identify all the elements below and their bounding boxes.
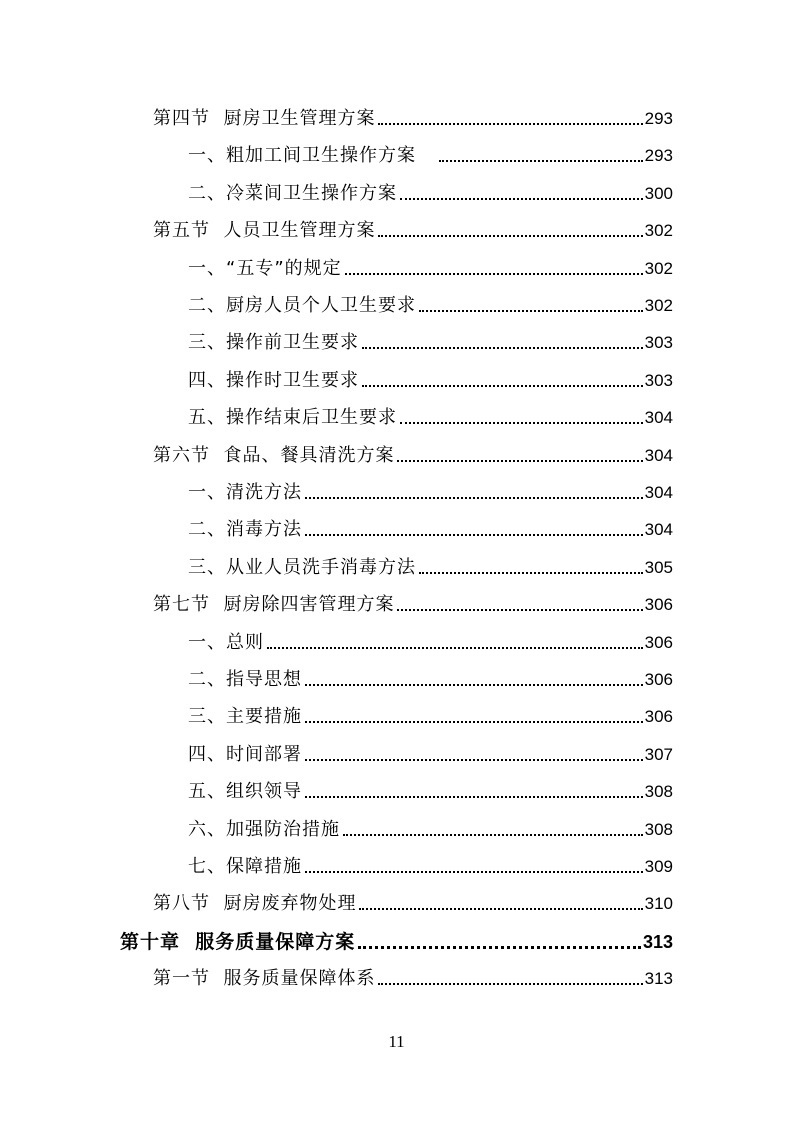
toc-entry-label: 一、“五专”的规定 — [188, 258, 342, 279]
toc-subsection-entry[interactable] — [188, 848, 673, 878]
toc-dot-leader — [378, 123, 642, 125]
toc-entry-page-number: 300 — [644, 184, 673, 203]
toc-entry-label: 二、厨房人员个人卫生要求 — [188, 295, 416, 316]
toc-dot-leader — [305, 871, 643, 873]
toc-subsection-entry[interactable] — [188, 811, 673, 841]
toc-entry-page-number: 306 — [644, 707, 673, 726]
page-number: 11 — [388, 1032, 405, 1051]
toc-entry-label: 第十章 服务质量保障方案 — [120, 931, 356, 953]
toc-section-entry[interactable] — [153, 437, 673, 467]
toc-entry-page-number: 303 — [644, 371, 673, 390]
toc-entry-page-number: 304 — [644, 520, 673, 539]
toc-entry-page-number: 313 — [644, 969, 673, 988]
toc-entry-label: 第一节 服务质量保障体系 — [153, 968, 376, 989]
toc-section-entry[interactable] — [153, 586, 673, 616]
toc-subsection-entry[interactable] — [188, 511, 673, 541]
toc-dot-leader — [343, 834, 643, 836]
toc-entry-label: 六、加强防治措施 — [188, 819, 340, 840]
toc-entry-page-number: 310 — [644, 894, 673, 913]
toc-entry-label: 二、冷菜间卫生操作方案 — [188, 183, 397, 204]
toc-dot-leader — [305, 497, 643, 499]
toc-subsection-entry[interactable] — [188, 773, 673, 803]
toc-subsection-entry[interactable] — [188, 474, 673, 504]
toc-chapter-entry[interactable] — [120, 923, 673, 953]
toc-dot-leader — [419, 572, 643, 574]
toc-entry-label: 一、粗加工间卫生操作方案 — [188, 145, 437, 166]
toc-entry-label: 五、组织领导 — [188, 781, 302, 802]
toc-entry-label: 四、操作时卫生要求 — [188, 370, 359, 391]
toc-subsection-entry[interactable] — [188, 661, 673, 691]
toc-entry-page-number: 306 — [644, 633, 673, 652]
toc-entry-page-number: 313 — [642, 932, 673, 952]
toc-entry-label: 第五节 人员卫生管理方案 — [153, 220, 376, 241]
toc-entry-page-number: 304 — [644, 446, 673, 465]
toc-subsection-entry[interactable] — [188, 175, 673, 205]
toc-dot-leader — [397, 460, 642, 462]
toc-subsection-entry[interactable] — [188, 324, 673, 354]
toc-section-entry[interactable] — [153, 885, 673, 915]
toc-entry-page-number: 308 — [644, 820, 673, 839]
toc-entry-label: 五、操作结束后卫生要求 — [188, 407, 397, 428]
toc-entry-page-number: 302 — [644, 221, 673, 240]
toc-entry-page-number: 293 — [644, 109, 673, 128]
toc-entry-page-number: 309 — [644, 857, 673, 876]
toc-subsection-entry[interactable] — [188, 549, 673, 579]
toc-entry-page-number: 302 — [644, 296, 673, 315]
toc-dot-leader — [419, 310, 643, 312]
toc-entry-label: 三、主要措施 — [188, 706, 302, 727]
toc-entry-page-number: 303 — [644, 333, 673, 352]
toc-dot-leader — [359, 908, 642, 910]
toc-dot-leader — [305, 721, 643, 723]
toc-entry-page-number: 305 — [644, 558, 673, 577]
toc-dot-leader — [400, 198, 643, 200]
toc-dot-leader — [400, 422, 643, 424]
toc-dot-leader — [267, 647, 643, 649]
toc-subsection-entry[interactable] — [188, 624, 673, 654]
toc-subsection-entry[interactable] — [188, 698, 673, 728]
toc-dot-leader — [305, 534, 643, 536]
toc-entry-label: 二、指导思想 — [188, 669, 302, 690]
toc-subsection-entry[interactable] — [188, 250, 673, 280]
toc-subsection-entry[interactable] — [188, 137, 673, 167]
toc-subsection-entry[interactable] — [188, 399, 673, 429]
toc-entry-page-number: 304 — [644, 483, 673, 502]
toc-entry-label: 二、消毒方法 — [188, 519, 302, 540]
toc-entry-page-number: 304 — [644, 408, 673, 427]
toc-dot-leader — [439, 160, 642, 162]
toc-dot-leader — [305, 796, 643, 798]
toc-dot-leader — [378, 235, 642, 237]
toc-entry-label: 三、操作前卫生要求 — [188, 332, 359, 353]
toc-section-entry[interactable] — [153, 100, 673, 130]
toc-entry-label: 第六节 食品、餐具清洗方案 — [153, 445, 395, 466]
toc-entry-label: 四、时间部署 — [188, 744, 302, 765]
toc-dot-leader — [305, 759, 643, 761]
toc-entry-label: 三、从业人员洗手消毒方法 — [188, 557, 416, 578]
toc-dot-leader — [358, 946, 641, 949]
toc-entry-label: 一、清洗方法 — [188, 482, 302, 503]
toc-entry-page-number: 307 — [644, 745, 673, 764]
toc-entry-label: 七、保障措施 — [188, 856, 302, 877]
toc-dot-leader — [378, 983, 642, 985]
toc-subsection-entry[interactable] — [188, 287, 673, 317]
toc-section-entry[interactable] — [153, 960, 673, 990]
toc-section-entry[interactable] — [153, 212, 673, 242]
toc-entry-page-number: 302 — [644, 259, 673, 278]
toc-entry-label: 第八节 厨房废弃物处理 — [153, 893, 357, 914]
toc-entry-label: 第四节 厨房卫生管理方案 — [153, 108, 376, 129]
toc-subsection-entry[interactable] — [188, 736, 673, 766]
toc-entry-label: 一、总则 — [188, 632, 264, 653]
toc-dot-leader — [345, 273, 643, 275]
toc-dot-leader — [305, 684, 643, 686]
toc-entry-label: 第七节 厨房除四害管理方案 — [153, 594, 395, 615]
toc-dot-leader — [362, 347, 643, 349]
toc-dot-leader — [397, 609, 642, 611]
toc-entry-page-number: 293 — [644, 146, 673, 165]
toc-dot-leader — [362, 385, 643, 387]
toc-entry-page-number: 306 — [644, 595, 673, 614]
toc-subsection-entry[interactable] — [188, 362, 673, 392]
toc-entry-page-number: 308 — [644, 782, 673, 801]
toc-entry-page-number: 306 — [644, 670, 673, 689]
